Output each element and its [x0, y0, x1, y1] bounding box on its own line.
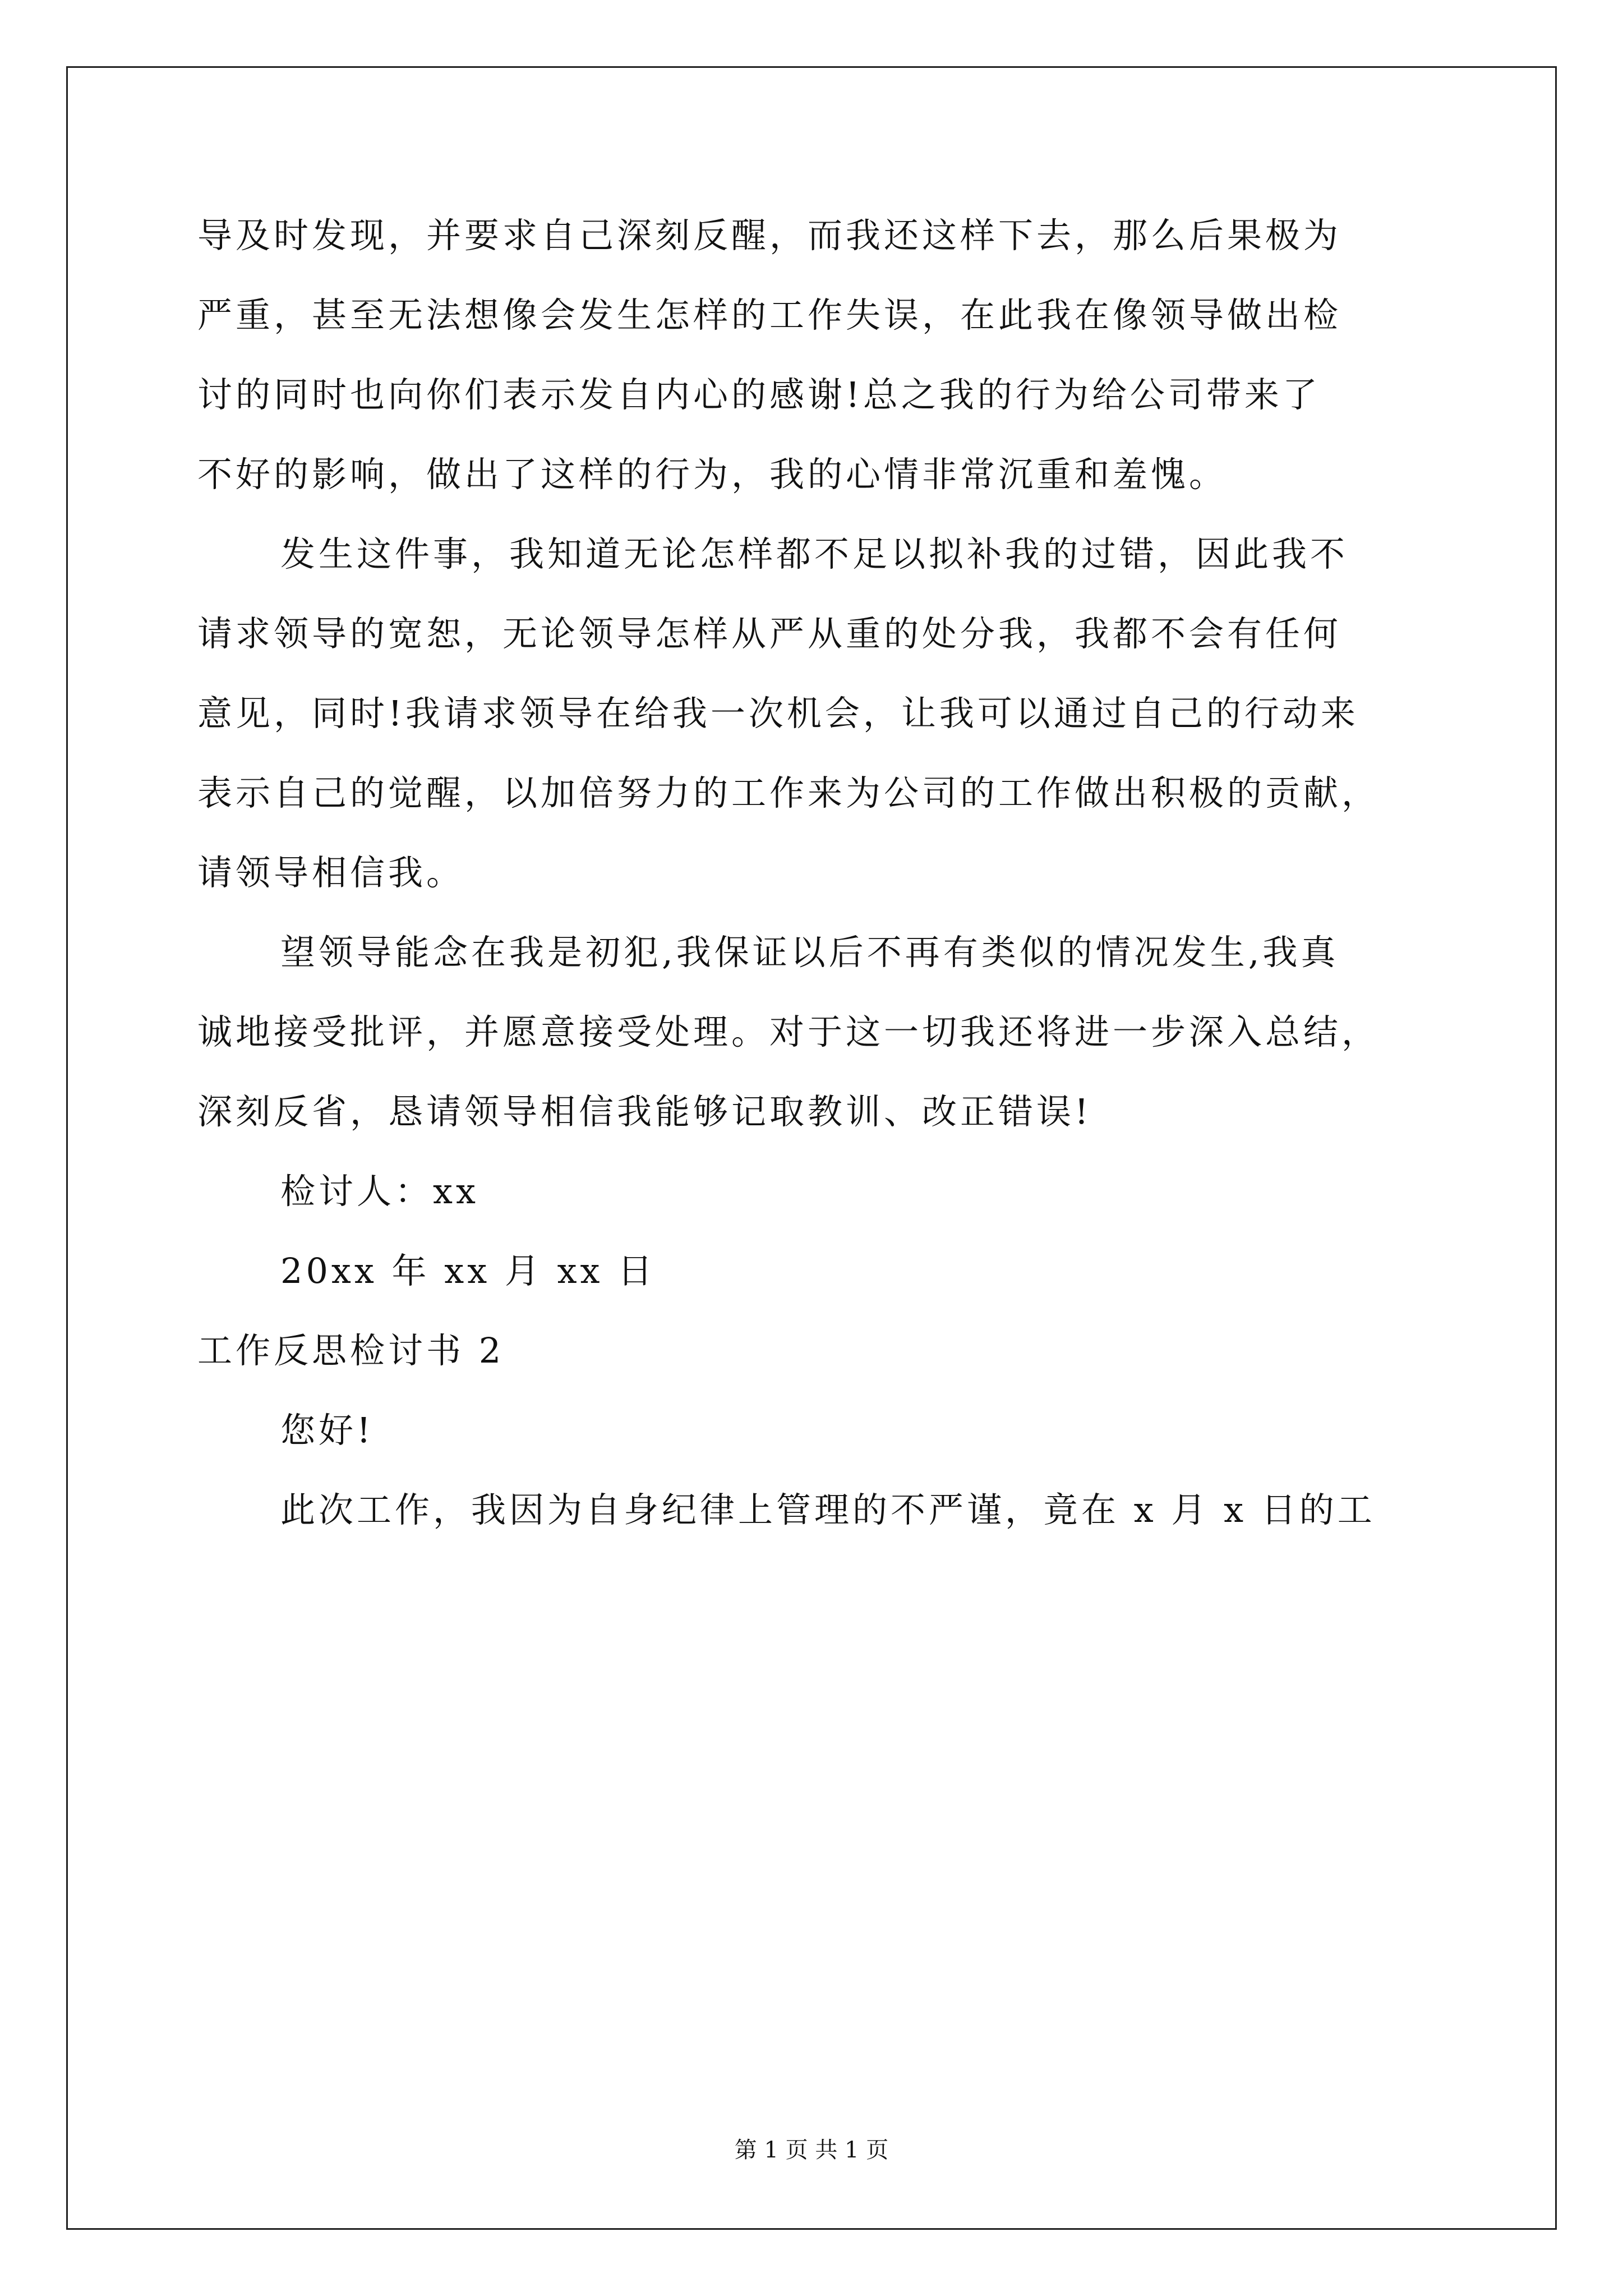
text-line: 此次工作，我因为自身纪律上管理的不严谨，竟在 x 月 x 日的工: [280, 1489, 1376, 1530]
text-line: 严重，甚至无法想像会发生怎样的工作失误，在此我在像领导做出检: [197, 295, 1342, 335]
text-line: 意见，同时!我请求领导在给我一次机会，让我可以通过自己的行动来: [197, 693, 1359, 734]
text-line: 发生这件事，我知道无论怎样都不足以拟补我的过错，因此我不: [280, 533, 1349, 574]
text-line: 深刻反省，恳请领导相信我能够记取教训、改正错误!: [197, 1091, 1092, 1132]
text-line: 表示自己的觉醒，以加倍努力的工作来为公司的工作做出积极的贡献，: [197, 772, 1380, 813]
text-line: 诚地接受批评，并愿意接受处理。对于这一切我还将进一步深入总结，: [197, 1011, 1380, 1052]
section-heading: 工作反思检讨书 2: [197, 1330, 505, 1371]
text-line: 导及时发现，并要求自己深刻反醒，而我还这样下去，那么后果极为: [197, 215, 1342, 256]
page-footer: 第 1 页 共 1 页: [734, 2137, 889, 2163]
signature-line: 检讨人：xx: [280, 1171, 479, 1212]
text-line: 望领导能念在我是初犯,我保证以后不再有类似的情况发生,我真: [280, 932, 1339, 973]
text-line: 请求领导的宽恕，无论领导怎样从严从重的处分我，我都不会有任何: [197, 613, 1342, 654]
date-line: 20xx 年 xx 月 xx 日: [280, 1250, 656, 1291]
text-line: 讨的同时也向你们表示发自内心的感谢!总之我的行为给公司带来了: [197, 374, 1321, 415]
text-line: 请领导相信我。: [197, 852, 465, 893]
text-line: 不好的影响，做出了这样的行为，我的心情非常沉重和羞愧。: [197, 454, 1228, 495]
greeting-line: 您好!: [280, 1410, 374, 1451]
